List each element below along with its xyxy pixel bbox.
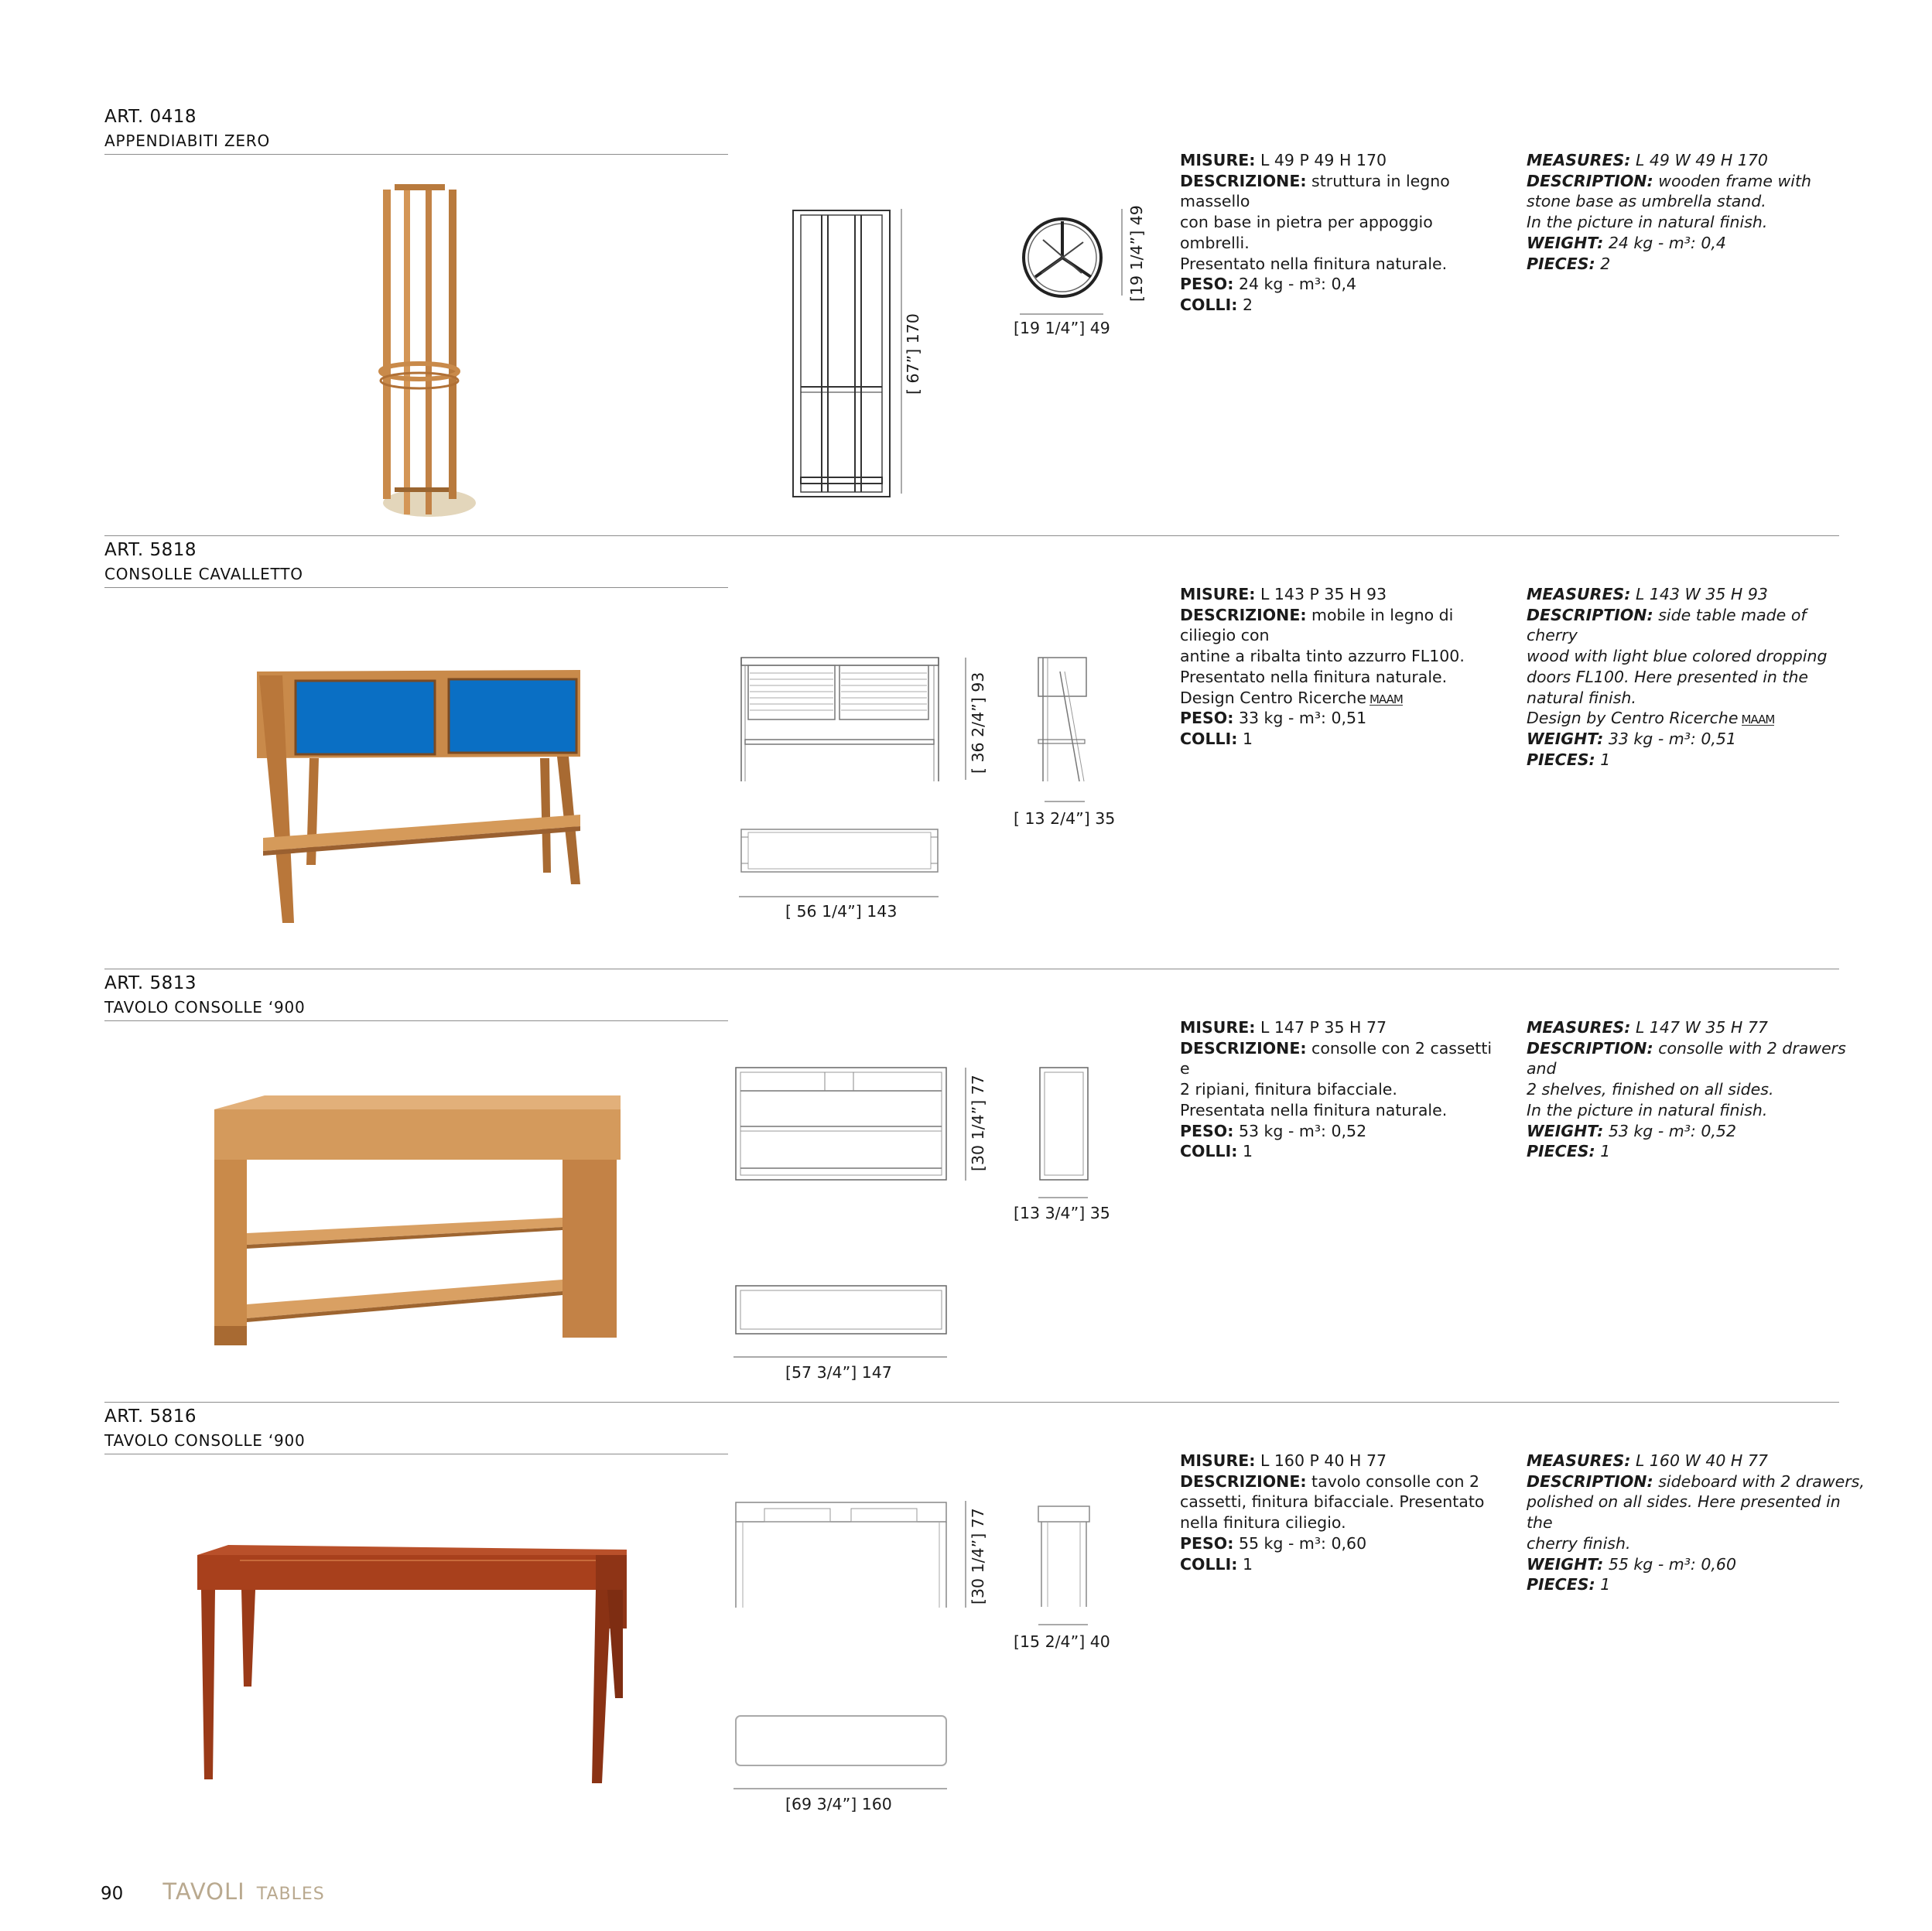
measures-value: L 160 W 40 H 77 xyxy=(1630,1451,1768,1470)
descrizione-line: con base in pietra per appoggio ombrelli. xyxy=(1180,213,1433,252)
product-name: TAVOLO CONSOLLE ‘900 xyxy=(104,998,306,1017)
descrizione-value: mobile in legno di ciliegio con xyxy=(1180,605,1454,645)
colli-label: COLLI: xyxy=(1180,295,1238,314)
page-number: 90 xyxy=(101,1884,124,1904)
misure-value: L 147 P 35 H 77 xyxy=(1255,1018,1387,1037)
pieces-value: 1 xyxy=(1595,1142,1611,1161)
weight-value: 55 kg - m³: 0,60 xyxy=(1603,1554,1736,1574)
art-number: ART. 5818 xyxy=(104,540,197,560)
product-name: TAVOLO CONSOLLE ‘900 xyxy=(104,1431,306,1450)
measures-value: L 49 W 49 H 170 xyxy=(1630,151,1768,169)
peso-label: PESO: xyxy=(1180,275,1234,294)
description-label: DESCRIPTION: xyxy=(1527,1471,1653,1491)
technical-drawing-side xyxy=(1038,1066,1091,1182)
dimension-height: [ 36 2/4”] 93 xyxy=(969,672,987,774)
weight-label: WEIGHT: xyxy=(1527,729,1604,748)
misure-label: MISURE: xyxy=(1180,151,1256,169)
measures-value: L 143 W 35 H 93 xyxy=(1630,585,1768,603)
technical-drawing-front xyxy=(733,1501,950,1609)
pieces-label: PIECES: xyxy=(1527,254,1595,273)
description-line: polished on all sides. Here presented in the xyxy=(1527,1492,1841,1533)
dimension-line-width xyxy=(733,1787,950,1790)
product-photo-console-900 xyxy=(210,1094,624,1349)
weight-value: 33 kg - m³: 0,51 xyxy=(1603,729,1736,748)
misure-value: L 160 P 40 H 77 xyxy=(1255,1451,1387,1470)
measures-label: MEASURES: xyxy=(1527,1018,1631,1037)
section-rule xyxy=(104,154,728,155)
product-name: APPENDIABITI ZERO xyxy=(104,132,271,150)
dimension-plan-depth: [19 1/4”] 49 xyxy=(1127,205,1146,302)
weight-label: WEIGHT: xyxy=(1527,1554,1604,1574)
section-rule xyxy=(104,587,728,588)
weight-label: WEIGHT: xyxy=(1527,233,1604,252)
dimension-width: [57 3/4”] 147 xyxy=(785,1363,892,1382)
pieces-value: 2 xyxy=(1595,254,1611,273)
description-label: DESCRIPTION: xyxy=(1527,605,1653,624)
pieces-value: 1 xyxy=(1595,750,1611,769)
measures-label: MEASURES: xyxy=(1527,1451,1631,1470)
descrizione-line: Presentato nella finitura naturale. xyxy=(1180,667,1448,686)
product-photo-console-cavalletto xyxy=(248,664,588,927)
spec-italian xyxy=(1180,1017,1505,1162)
weight-value: 24 kg - m³: 0,4 xyxy=(1603,233,1726,252)
dimension-width: [ 56 1/4”] 143 xyxy=(785,902,898,921)
peso-label: PESO: xyxy=(1180,1121,1234,1140)
technical-drawing-plan xyxy=(733,1284,950,1337)
technical-drawing-side xyxy=(1037,1505,1091,1609)
design-credit: Design by Centro Ricerche xyxy=(1527,709,1739,728)
spec-italian xyxy=(1180,1451,1505,1574)
description-line: natural finish. xyxy=(1527,688,1636,707)
pieces-value: 1 xyxy=(1595,1575,1611,1594)
descrizione-line: Presentato nella finitura naturale. xyxy=(1180,254,1448,273)
spec-italian xyxy=(1180,150,1505,316)
misure-value: L 49 P 49 H 170 xyxy=(1255,151,1387,169)
description-value: sideboard with 2 drawers, xyxy=(1653,1471,1865,1491)
peso-value: 33 kg - m³: 0,51 xyxy=(1233,709,1367,728)
technical-drawing-plan xyxy=(1020,215,1105,300)
misure-label: MISURE: xyxy=(1180,1451,1256,1470)
product-name: CONSOLLE CAVALLETTO xyxy=(104,565,303,583)
technical-drawing-front xyxy=(733,1066,950,1182)
description-line: In the picture in natural finish. xyxy=(1527,1100,1768,1119)
dimension-line-plan-width xyxy=(1020,313,1105,316)
descrizione-line: Presentata nella finitura naturale. xyxy=(1180,1100,1448,1119)
spec-italian xyxy=(1180,584,1513,750)
descrizione-label: DESCRIZIONE: xyxy=(1180,605,1307,624)
dimension-line-depth xyxy=(1038,1196,1089,1199)
colli-value: 1 xyxy=(1237,1554,1253,1574)
maam-logo: MAAM xyxy=(1369,692,1403,706)
description-value: side table made of cherry xyxy=(1527,605,1807,645)
misure-value: L 143 P 35 H 93 xyxy=(1255,585,1387,603)
product-photo-console-cherry xyxy=(193,1543,631,1787)
maam-logo: MAAM xyxy=(1741,713,1775,727)
technical-drawing-plan xyxy=(739,828,940,876)
dimension-depth: [13 3/4”] 35 xyxy=(1014,1204,1110,1222)
dimension-line-height xyxy=(964,1501,967,1609)
dimension-line-width xyxy=(733,1355,950,1359)
pieces-label: PIECES: xyxy=(1527,1575,1595,1594)
colli-label: COLLI: xyxy=(1180,1142,1238,1161)
measures-label: MEASURES: xyxy=(1527,151,1631,169)
dimension-plan-width: [19 1/4”] 49 xyxy=(1014,319,1110,337)
description-line: wood with light blue colored dropping xyxy=(1527,647,1828,666)
dimension-line-height xyxy=(964,658,967,781)
dimension-height: [30 1/4”] 77 xyxy=(969,1075,987,1171)
technical-drawing-front xyxy=(739,656,940,784)
colli-label: COLLI: xyxy=(1180,729,1238,748)
peso-label: PESO: xyxy=(1180,709,1234,728)
spec-english xyxy=(1527,150,1859,274)
spec-english xyxy=(1527,1451,1867,1595)
product-photo-coat-stand xyxy=(364,178,495,526)
misure-label: MISURE: xyxy=(1180,585,1256,603)
peso-label: PESO: xyxy=(1180,1533,1234,1553)
pieces-label: PIECES: xyxy=(1527,1142,1595,1161)
page-footer xyxy=(101,1878,325,1905)
spec-english xyxy=(1527,1017,1859,1162)
dimension-width: [69 3/4”] 160 xyxy=(785,1795,892,1813)
descrizione-line: antine a ribalta tinto azzurro FL100. xyxy=(1180,647,1465,666)
descrizione-line: 2 ripiani, finitura bifacciale. xyxy=(1180,1080,1397,1099)
art-number: ART. 5816 xyxy=(104,1406,197,1427)
descrizione-line: cassetti, finitura bifacciale. Presentato xyxy=(1180,1492,1485,1512)
descrizione-label: DESCRIZIONE: xyxy=(1180,1471,1307,1491)
description-value: consolle with 2 drawers and xyxy=(1527,1038,1846,1078)
dimension-line-depth xyxy=(1045,800,1085,803)
descrizione-value: tavolo consolle con 2 xyxy=(1306,1471,1479,1491)
descrizione-value: consolle con 2 cassetti e xyxy=(1180,1038,1493,1078)
dimension-line-width xyxy=(739,895,940,898)
weight-value: 53 kg - m³: 0,52 xyxy=(1603,1121,1736,1140)
descrizione-label: DESCRIZIONE: xyxy=(1180,1038,1307,1058)
peso-value: 53 kg - m³: 0,52 xyxy=(1233,1121,1367,1140)
description-line: doors FL100. Here presented in the xyxy=(1527,667,1809,686)
descrizione-label: DESCRIZIONE: xyxy=(1180,171,1307,190)
section-title: TAVOLI xyxy=(162,1878,245,1905)
dimension-line-plan-depth xyxy=(1120,209,1123,298)
section-rule xyxy=(104,1020,728,1021)
dimension-height: [30 1/4”] 77 xyxy=(969,1508,987,1605)
design-credit: Design Centro Ricerche xyxy=(1180,688,1366,707)
technical-drawing-side xyxy=(1037,656,1091,784)
dimension-line-height xyxy=(964,1068,967,1182)
description-label: DESCRIPTION: xyxy=(1527,171,1653,190)
colli-value: 1 xyxy=(1237,729,1253,748)
section-divider xyxy=(104,535,1839,536)
description-line: cherry finish. xyxy=(1527,1533,1631,1553)
dimension-depth: [ 13 2/4”] 35 xyxy=(1014,809,1116,828)
dimension-height: [ 67”] 170 xyxy=(904,313,922,395)
description-line: 2 shelves, finished on all sides. xyxy=(1527,1080,1774,1099)
description-line: In the picture in natural finish. xyxy=(1527,213,1768,232)
section-divider xyxy=(104,1402,1839,1403)
art-number: ART. 0418 xyxy=(104,107,197,127)
technical-drawing-plan xyxy=(733,1714,950,1768)
weight-label: WEIGHT: xyxy=(1527,1121,1604,1140)
peso-value: 24 kg - m³: 0,4 xyxy=(1233,275,1357,294)
technical-drawing-front xyxy=(789,209,898,499)
description-line: stone base as umbrella stand. xyxy=(1527,192,1766,211)
colli-value: 2 xyxy=(1237,295,1253,314)
descrizione-value: struttura in legno massello xyxy=(1180,171,1450,211)
peso-value: 55 kg - m³: 0,60 xyxy=(1233,1533,1367,1553)
description-value: wooden frame with xyxy=(1653,171,1811,190)
colli-label: COLLI: xyxy=(1180,1554,1238,1574)
measures-value: L 147 W 35 H 77 xyxy=(1630,1018,1768,1037)
colli-value: 1 xyxy=(1237,1142,1253,1161)
measures-label: MEASURES: xyxy=(1527,585,1631,603)
art-number: ART. 5813 xyxy=(104,973,197,993)
descrizione-line: nella finitura ciliegio. xyxy=(1180,1513,1346,1533)
description-label: DESCRIPTION: xyxy=(1527,1038,1653,1058)
spec-english xyxy=(1527,584,1859,770)
section-title-english: TABLES xyxy=(256,1885,325,1904)
pieces-label: PIECES: xyxy=(1527,750,1595,769)
dimension-line-depth xyxy=(1038,1623,1089,1626)
dimension-depth: [15 2/4”] 40 xyxy=(1014,1632,1110,1651)
misure-label: MISURE: xyxy=(1180,1018,1256,1037)
